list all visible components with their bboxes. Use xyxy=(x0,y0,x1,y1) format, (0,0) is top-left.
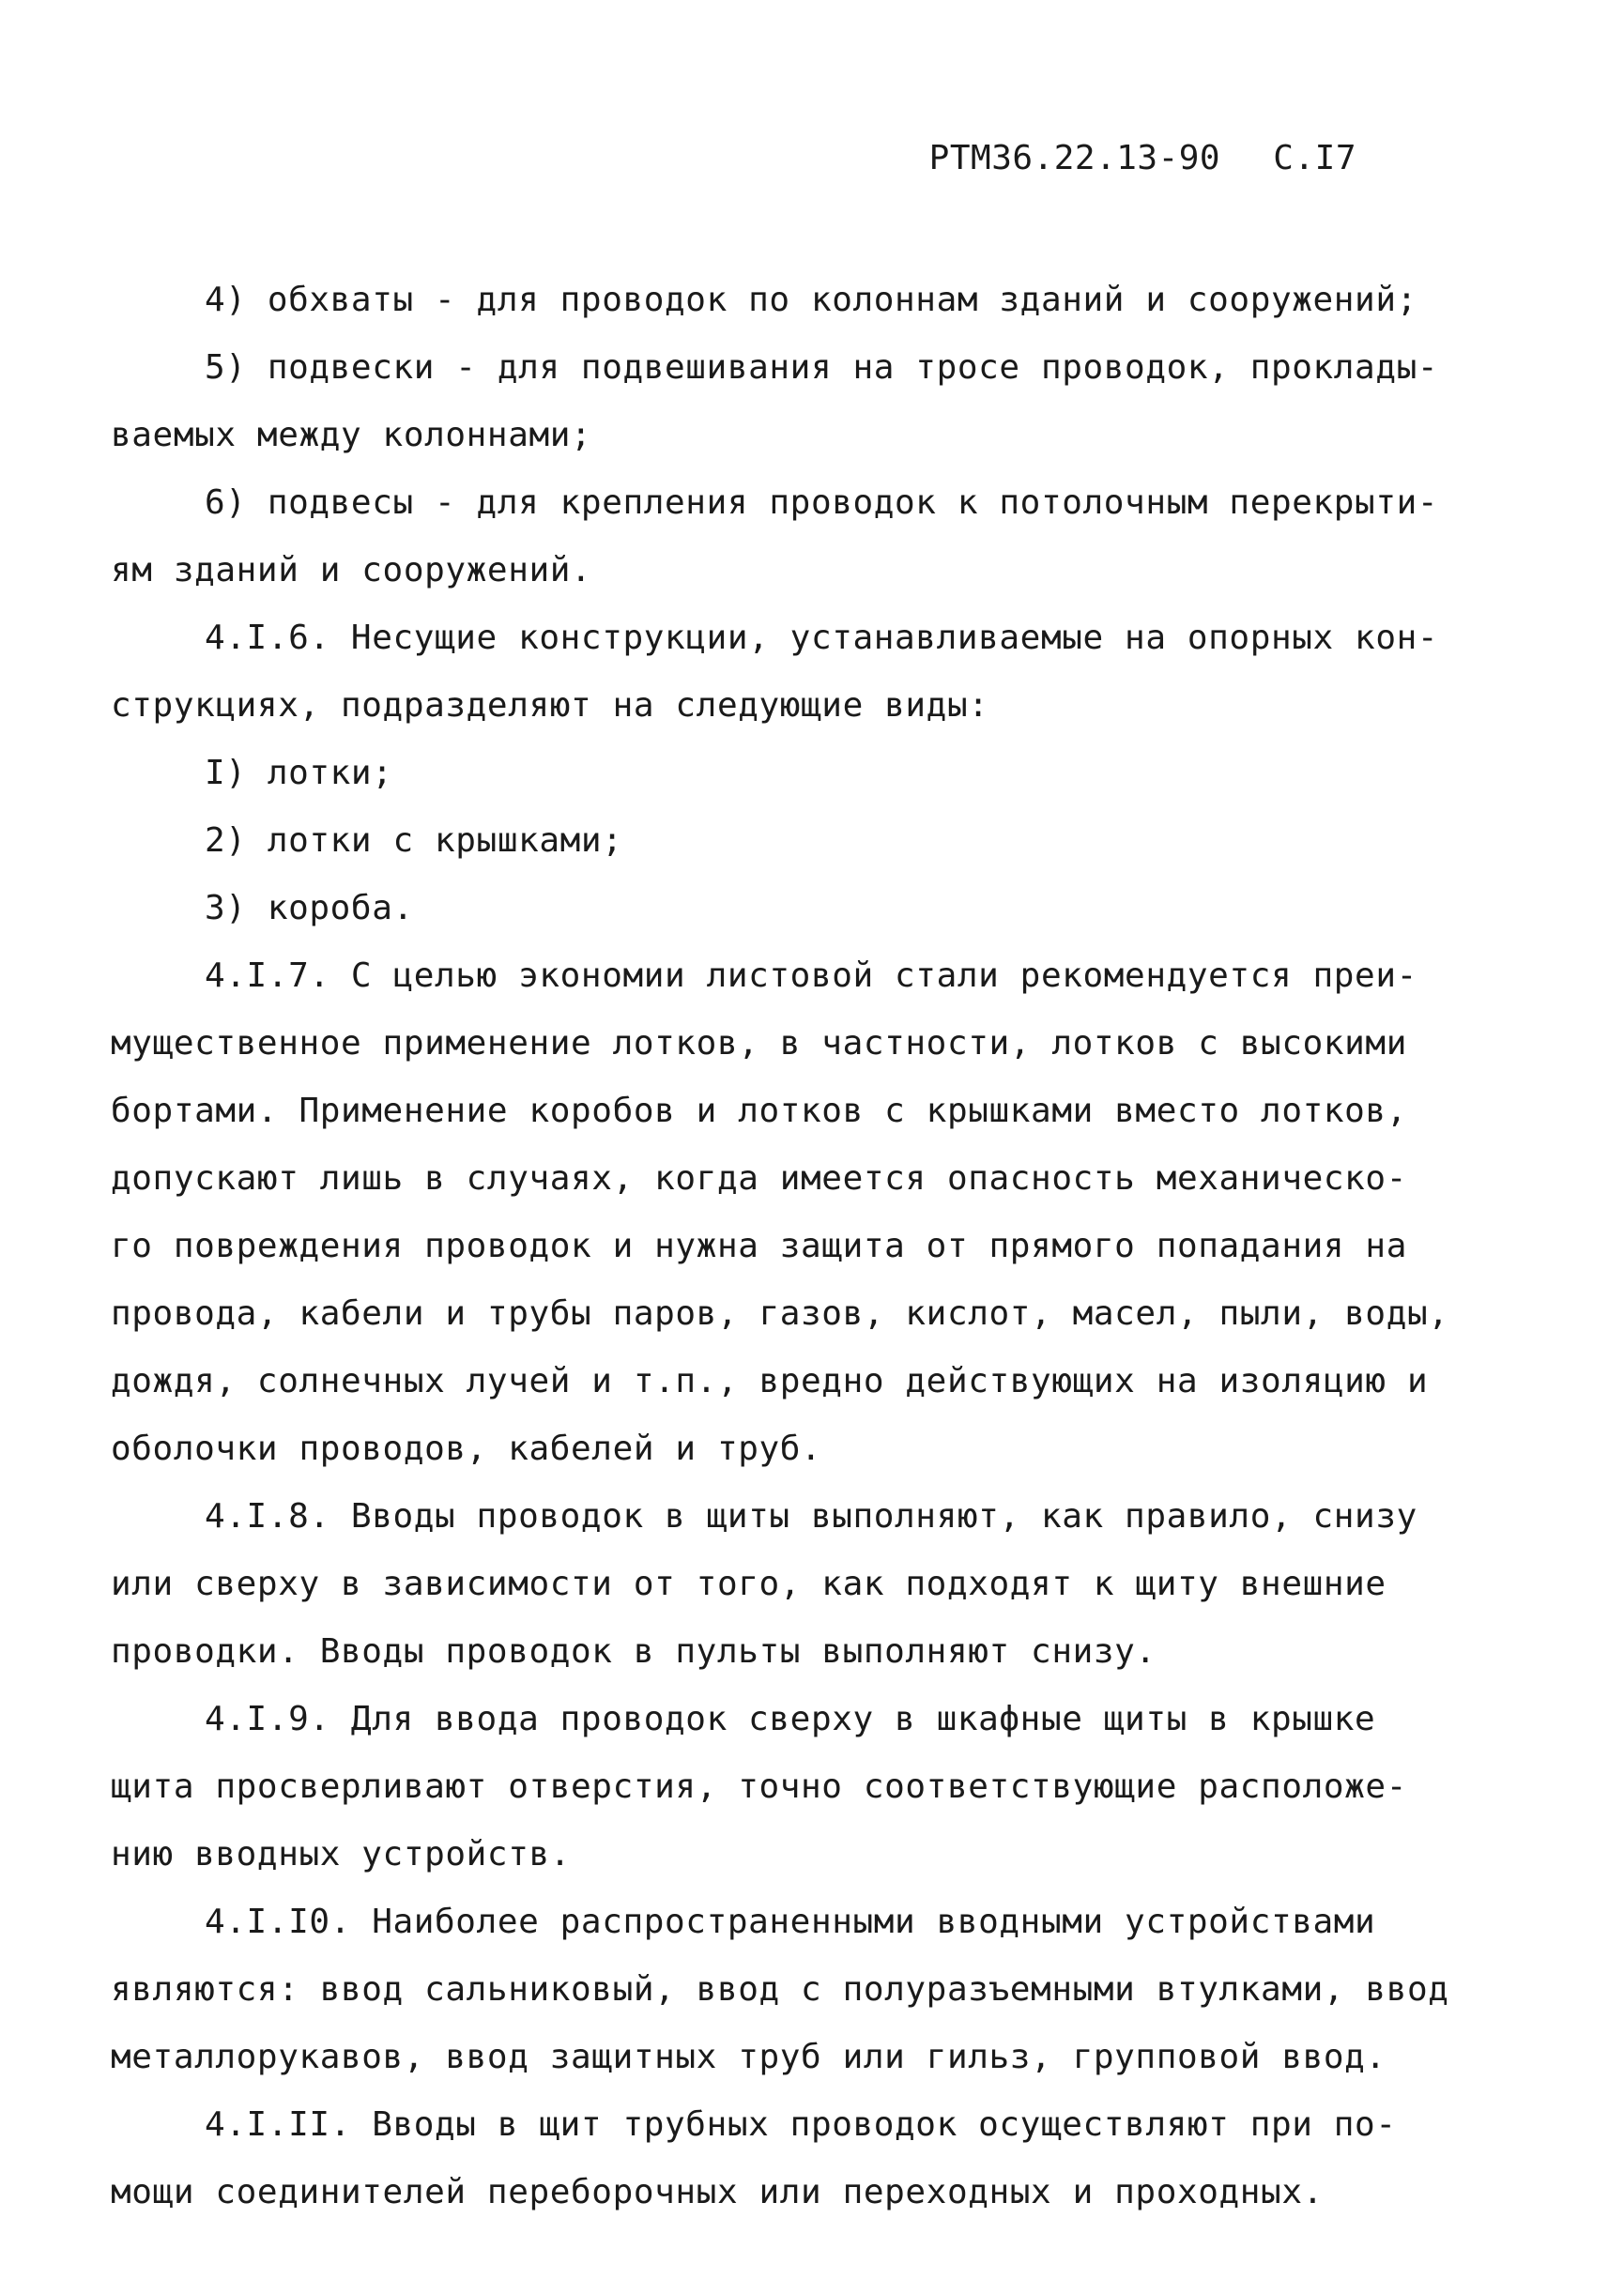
text-line: щита просверливают отверстия, точно соответствующие расположе- xyxy=(111,1767,1407,1806)
text-line: нию вводных устройств. xyxy=(111,1835,572,1874)
text-line: 4.I.6. Несущие конструкции, устанавливаемые на опорных кон- xyxy=(205,619,1439,657)
text-line: 4.I.II. Вводы в щит трубных проводок осуществляют при по- xyxy=(205,2105,1397,2144)
text-line: провода, кабели и трубы паров, газов, кислот, масел, пыли, воды, xyxy=(111,1294,1449,1333)
text-line: 2) лотки с крышками; xyxy=(205,821,623,860)
text-line: 4.I.I0. Наиболее распространенными вводными устройствами xyxy=(205,1903,1376,1941)
text-line: являются: ввод сальниковый, ввод с полуразъемными втулками, ввод xyxy=(111,1970,1449,2009)
text-line: оболочки проводов, кабелей и труб. xyxy=(111,1430,822,1468)
text-line: или сверху в зависимости от того, как подходят к щиту внешние xyxy=(111,1565,1387,1603)
text-line: 4.I.7. С целью экономии листовой стали рекомендуется преи- xyxy=(205,956,1417,995)
text-line: 4) обхваты - для проводок по колоннам зданий и сооружений; xyxy=(205,281,1417,319)
document-body xyxy=(111,267,1449,2226)
document-code: РТМ36.22.13-90 xyxy=(928,139,1221,177)
text-line: струкциях, подразделяют на следующие виды: xyxy=(111,686,989,725)
text-line: мущественное применение лотков, в частности, лотков с высокими xyxy=(111,1024,1407,1063)
page-header xyxy=(929,139,1356,177)
text-line: бортами. Применение коробов и лотков с крышками вместо лотков, xyxy=(111,1092,1407,1130)
text-line: 4.I.9. Для ввода проводок сверху в шкафные щиты в крышке xyxy=(205,1700,1376,1738)
text-line: металлорукавов, ввод защитных труб или гильз, групповой ввод. xyxy=(111,2038,1387,2076)
text-line: 6) подвесы - для крепления проводок к потолочным перекрыти- xyxy=(205,483,1439,522)
text-line: допускают лишь в случаях, когда имеется опасность механическо- xyxy=(111,1159,1407,1198)
text-line: 5) подвески - для подвешивания на тросе проводок, проклады- xyxy=(205,348,1439,387)
text-line: го повреждения проводок и нужна защита от прямого попадания на xyxy=(111,1227,1407,1265)
text-line: дождя, солнечных лучей и т.п., вредно действующих на изоляцию и xyxy=(111,1362,1429,1400)
text-line: ваемых между колоннами; xyxy=(111,416,592,454)
text-line: 3) короба. xyxy=(205,889,414,927)
page-number: С.I7 xyxy=(1273,139,1356,177)
text-line: ям зданий и сооружений. xyxy=(111,551,592,589)
text-line: мощи соединителей переборочных или переходных и проходных. xyxy=(111,2173,1324,2211)
text-line: 4.I.8. Вводы проводок в щиты выполняют, как правило, снизу xyxy=(205,1497,1417,1536)
text-line: проводки. Вводы проводок в пульты выполняют снизу. xyxy=(111,1632,1157,1671)
text-line: I) лотки; xyxy=(205,754,393,792)
